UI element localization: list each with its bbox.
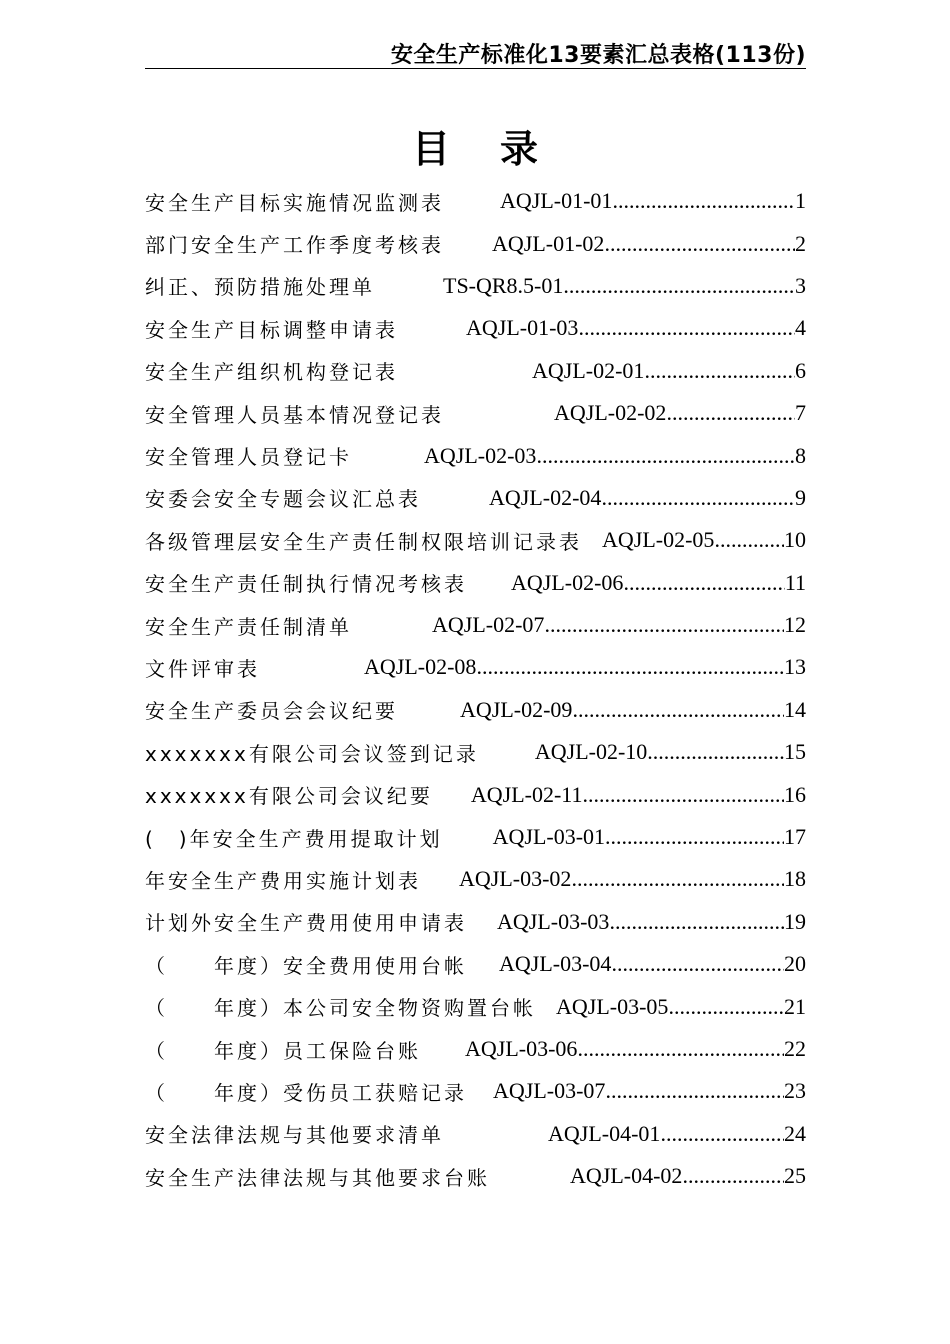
toc-entry-code: AQJL-04-01: [548, 1120, 661, 1146]
toc-entry-page: 3: [795, 272, 806, 298]
toc-entry-title: 安全生产目标实施情况监测表: [145, 190, 444, 215]
page-header: [145, 36, 806, 69]
toc-entry-code: AQJL-01-02: [492, 230, 605, 256]
toc-entry-title: 计划外安全生产费用使用申请表: [145, 911, 467, 936]
toc-entry[interactable]: [145, 477, 806, 519]
toc-entry-title: （ 年度）安全费用使用台帐: [145, 953, 467, 978]
toc-entry-page: 8: [795, 442, 806, 468]
dot-leader: [544, 612, 784, 638]
dot-leader: [578, 315, 795, 341]
toc-entry-page: 23: [784, 1078, 806, 1104]
toc-entry[interactable]: [145, 180, 806, 222]
toc-entry[interactable]: [145, 985, 806, 1027]
dot-leader: [604, 231, 795, 257]
toc-entry[interactable]: [145, 731, 806, 773]
toc-entry-page: 20: [784, 951, 806, 977]
dot-leader: [571, 866, 784, 892]
dot-leader: [577, 1036, 784, 1062]
dot-leader: [612, 188, 795, 214]
toc-entry-title: 年安全生产费用实施计划表: [145, 868, 421, 893]
toc-entry-title: 安全生产责任制清单: [145, 614, 352, 639]
dot-leader: [476, 654, 784, 680]
toc-entry[interactable]: [145, 943, 806, 985]
toc-entry-page: 1: [795, 188, 806, 214]
toc-entry-title: 安全生产责任制执行情况考核表: [145, 572, 467, 597]
toc-entry-code: AQJL-03-06: [465, 1036, 578, 1061]
document-title: 安全生产标准化13要素汇总表格(113份): [390, 43, 806, 68]
toc-entry-page: 16: [784, 781, 806, 807]
toc-entry-code: AQJL-03-04: [499, 951, 612, 977]
dot-leader: [582, 782, 784, 808]
dot-leader: [601, 485, 795, 511]
toc-entry[interactable]: [145, 1070, 806, 1112]
toc-entry-page: 19: [784, 908, 806, 934]
toc-entry-code: AQJL-02-06: [511, 569, 624, 595]
toc-entry[interactable]: [145, 773, 806, 815]
toc-entry-title: 安全法律法规与其他要求清单: [145, 1123, 444, 1148]
toc-entry-code: AQJL-02-03: [424, 442, 537, 468]
toc-entry[interactable]: [145, 222, 806, 264]
toc-entry-page: 12: [784, 612, 806, 638]
table-of-contents: [145, 180, 806, 1197]
dot-leader: [605, 1078, 784, 1104]
toc-entry-page: 13: [784, 654, 806, 680]
toc-entry[interactable]: [145, 1113, 806, 1155]
dot-leader: [611, 951, 784, 977]
toc-entry-code: AQJL-02-02: [554, 400, 667, 426]
toc-entry-title: xxxxxxx有限公司会议签到记录: [145, 741, 479, 766]
toc-entry-code: AQJL-02-11: [470, 781, 583, 807]
toc-entry-title: 安全管理人员基本情况登记表: [145, 402, 444, 427]
toc-entry-page: 21: [784, 993, 806, 1019]
toc-entry-code: AQJL-03-05: [556, 993, 669, 1019]
toc-entry-page: 2: [795, 230, 806, 256]
toc-entry-page: 15: [784, 739, 806, 765]
toc-entry-code: AQJL-04-02: [570, 1163, 683, 1189]
toc-heading: 目录: [411, 127, 588, 171]
toc-entry[interactable]: [145, 562, 806, 604]
toc-entry-title: ( )年安全生产费用提取计划: [145, 826, 443, 851]
toc-entry-title: 纠正、预防措施处理单: [145, 275, 375, 300]
toc-entry-title: （ 年度）受伤员工获赔记录: [145, 1080, 467, 1105]
dot-leader: [668, 994, 784, 1020]
toc-entry-code: AQJL-03-01: [492, 824, 606, 850]
toc-entry-code: AQJL-02-07: [432, 612, 545, 638]
toc-entry-code: AQJL-02-01: [532, 357, 645, 383]
toc-entry-title: 安全生产组织机构登记表: [145, 360, 398, 385]
toc-entry-page: 11: [784, 569, 806, 595]
dot-leader: [609, 909, 784, 935]
toc-entry-title: 安全生产法律法规与其他要求台账: [145, 1165, 490, 1190]
toc-entry[interactable]: [145, 307, 806, 349]
toc-entry-code: AQJL-03-02: [459, 866, 572, 892]
dot-leader: [647, 739, 784, 765]
toc-entry[interactable]: [145, 519, 806, 561]
toc-entry-page: 25: [784, 1163, 806, 1189]
toc-entry-code: AQJL-03-03: [497, 908, 610, 934]
dot-leader: [644, 358, 795, 384]
toc-entry-page: 9: [795, 484, 806, 510]
toc-entry-code: AQJL-02-09: [460, 696, 573, 722]
toc-entry[interactable]: [145, 689, 806, 731]
toc-entry-page: 22: [784, 1036, 806, 1061]
toc-entry-code: AQJL-02-04: [489, 484, 602, 510]
toc-entry-page: 4: [795, 315, 806, 341]
toc-entry-page: 14: [784, 696, 806, 722]
toc-entry[interactable]: [145, 392, 806, 434]
toc-entry[interactable]: [145, 350, 806, 392]
dot-leader: [666, 400, 795, 426]
toc-entry-title: 安全生产目标调整申请表: [145, 317, 398, 342]
toc-entry-code: AQJL-02-10: [534, 739, 648, 765]
toc-entry-title: 安全管理人员登记卡: [145, 445, 352, 470]
toc-entry[interactable]: [145, 901, 806, 943]
toc-entry-title: （ 年度）本公司安全物资购置台帐: [145, 996, 536, 1021]
dot-leader: [536, 443, 795, 469]
toc-entry-page: 17: [784, 824, 806, 850]
toc-entry-code: AQJL-01-03: [466, 315, 579, 341]
toc-entry-title: 部门安全生产工作季度考核表: [145, 233, 444, 258]
toc-entry-page: 10: [784, 527, 806, 553]
toc-entry[interactable]: [145, 646, 806, 688]
toc-entry[interactable]: [145, 858, 806, 900]
toc-entry-title: （ 年度）员工保险台账: [145, 1038, 421, 1063]
toc-entry-title: 各级管理层安全生产责任制权限培训记录表: [145, 529, 582, 554]
toc-entry[interactable]: [145, 1155, 806, 1197]
toc-entry-code: AQJL-02-05: [602, 527, 715, 553]
dot-leader: [623, 570, 784, 596]
toc-entry-page: 24: [784, 1120, 806, 1146]
toc-entry-title: 安全生产委员会会议纪要: [145, 699, 398, 724]
toc-entry[interactable]: [145, 604, 806, 646]
dot-leader: [682, 1163, 784, 1189]
dot-leader: [572, 697, 784, 723]
toc-entry[interactable]: [145, 1028, 806, 1070]
toc-entry-code: AQJL-01-01: [500, 188, 613, 214]
toc-entry-code: AQJL-03-07: [493, 1078, 606, 1104]
dot-leader: [605, 824, 784, 850]
toc-entry-code: AQJL-02-08: [364, 654, 477, 680]
toc-entry-page: 7: [795, 400, 806, 426]
toc-entry-page: 18: [784, 866, 806, 892]
toc-entry[interactable]: [145, 265, 806, 307]
toc-entry-title: xxxxxxx有限公司会议纪要: [145, 784, 433, 809]
dot-leader: [563, 273, 795, 299]
dot-leader: [660, 1121, 784, 1147]
toc-entry-title: 安委会安全专题会议汇总表: [145, 487, 421, 512]
toc-entry[interactable]: [145, 434, 806, 476]
toc-entry[interactable]: [145, 816, 806, 858]
toc-entry-page: 6: [795, 357, 806, 383]
toc-entry-title: 文件评审表: [145, 656, 260, 681]
toc-entry-code: TS-QR8.5-01: [443, 272, 564, 298]
dot-leader: [714, 527, 784, 553]
